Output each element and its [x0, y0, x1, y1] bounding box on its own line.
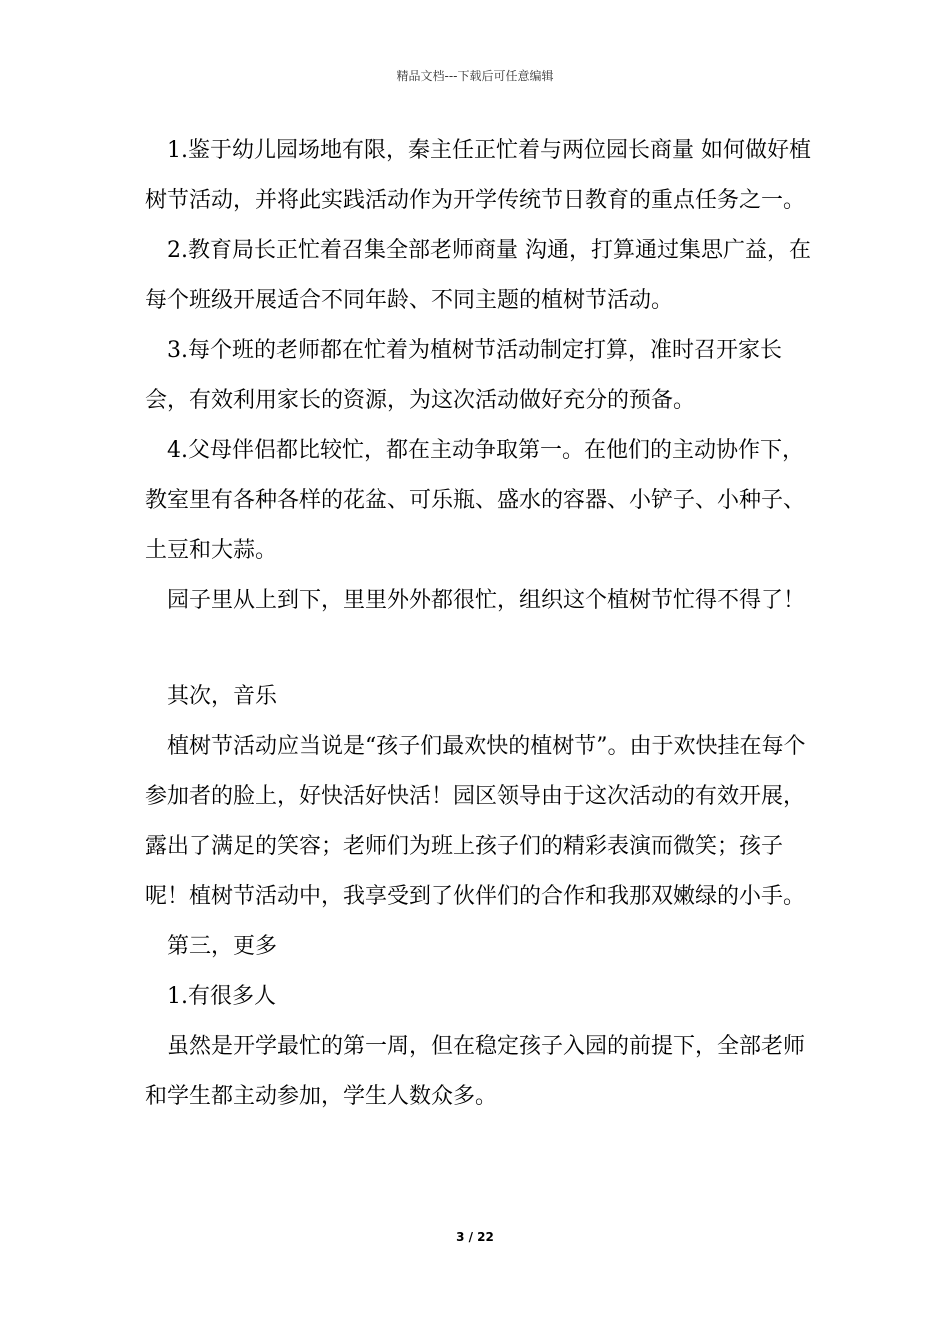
paragraph-summary: 园子里从上到下，里里外外都很忙，组织这个植树节忙得不得了！	[167, 588, 806, 613]
subheading-many-people: 1.有很多人	[167, 984, 276, 1009]
page-header: 精品文档---下载后可任意编辑	[396, 69, 554, 83]
paragraph-participation: 虽然是开学最忙的第一周，但在稳定孩子入园的前提下，全部老师和学生都主动参加，学生人数众多。	[145, 1034, 806, 1109]
paragraph-item-4: 4.父母伴侣都比较忙，都在主动争取第一。在他们的主动协作下，教室里有各种各样的花盆、可乐瓶、盛水的容器、小铲子、小种子、土豆和大蒜。	[145, 438, 806, 563]
section-heading-second: 其次，音乐	[167, 684, 278, 709]
section-spacer	[145, 626, 825, 672]
document-body	[145, 126, 825, 1122]
page-number: 3 / 22	[456, 1230, 494, 1244]
section-heading-third: 第三，更多	[167, 934, 278, 959]
paragraph-item-2: 2.教育局长正忙着召集全部老师商量 沟通，打算通过集思广益，在每个班级开展适合不同年龄、不同主题的植树节活动。	[145, 238, 811, 313]
paragraph-music: 植树节活动应当说是“孩子们最欢快的植树节”。由于欢快挂在每个参加者的脸上，好快活好快活！园区领导由于这次活动的有效开展，露出了满足的笑容；老师们为班上孩子们的精彩表演而微笑；孩子呢！植树节活动中，我享受到了伙伴们的合作和我那双嫩绿的小手。	[145, 734, 806, 909]
paragraph-item-1: 1.鉴于幼儿园场地有限，秦主任正忙着与两位园长商量 如何做好植树节活动，并将此实践活动作为开学传统节日教育的重点任务之一。	[145, 138, 811, 213]
paragraph-item-3: 3.每个班的老师都在忙着为植树节活动制定打算，准时召开家长会，有效利用家长的资源，为这次活动做好充分的预备。	[145, 338, 782, 413]
